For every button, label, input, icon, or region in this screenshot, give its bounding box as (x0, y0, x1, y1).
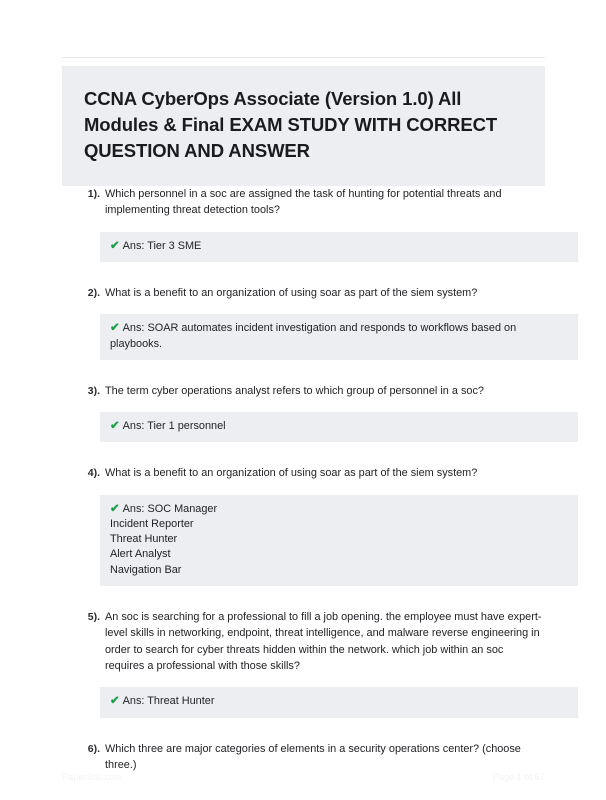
question-text: Which personnel in a soc are assigned the task of hunting for potential threats and implementing threat detection tools? (105, 188, 502, 217)
question-number: 1). (87, 188, 100, 200)
answer-box (100, 314, 578, 359)
answer-line (110, 532, 568, 547)
answer-line (110, 321, 568, 351)
question-block (0, 285, 606, 360)
question-number: 6). (87, 742, 100, 755)
answer-line (110, 502, 568, 517)
footer-watermark: PaperStic.com (62, 772, 122, 782)
check-icon: ✔ (110, 502, 120, 515)
check-icon: ✔ (110, 239, 120, 252)
page-footer (0, 772, 606, 782)
footer-page-number: Page 1 of 67 (492, 772, 545, 782)
check-icon: ✔ (110, 420, 120, 433)
question-number: 5). (87, 610, 100, 623)
answer-line (110, 547, 568, 562)
answer-line (110, 239, 568, 254)
answer-box (100, 687, 578, 717)
answer-line-text: Alert Analyst (110, 548, 171, 561)
question-list (0, 186, 606, 797)
page-title: CCNA CyberOps Associate (Version 1.0) All Modules & Final EXAM STUDY WITH CORRECT QUESTION AND ANSWER (62, 66, 545, 186)
answer-line-text: Ans: Threat Hunter (122, 695, 215, 708)
question-block (0, 465, 606, 585)
question-number: 3). (87, 384, 100, 397)
question-number: 4). (87, 467, 100, 480)
question-block (0, 609, 606, 718)
answer-box (100, 232, 578, 262)
answer-box (100, 495, 578, 586)
question-text: The term cyber operations analyst refers to which group of personnel in a soc? (105, 384, 484, 397)
answer-line-text: Ans: Tier 3 SME (122, 239, 202, 252)
question-block (0, 741, 606, 774)
question-text: What is a benefit to an organization of using soar as part of the siem system? (105, 467, 478, 480)
question-block (0, 383, 606, 443)
answer-line (110, 563, 568, 578)
check-icon: ✔ (110, 695, 120, 708)
answer-line (110, 419, 568, 434)
question-block (0, 186, 606, 262)
answer-line-text: Threat Hunter (110, 533, 178, 546)
answer-line-text: Navigation Bar (110, 563, 182, 576)
question-number: 2). (87, 287, 100, 300)
answer-line-text: Incident Reporter (110, 518, 194, 531)
question-text: What is a benefit to an organization of using soar as part of the siem system? (105, 287, 478, 300)
answer-line (110, 517, 568, 532)
answer-box (100, 412, 578, 442)
top-divider (62, 57, 545, 58)
question-text: An soc is searching for a professional to fill a job opening. the employee must have expert-level skills in networking, endpoint, threat intelligence, and malware reverse engineering in order to search for cyber threats hidden within the network. which job within an soc requires a professional with those skills? (105, 610, 542, 673)
answer-line-text: Ans: SOC Manager (122, 502, 218, 515)
answer-line (110, 694, 568, 709)
question-text: Which three are major categories of elements in a security operations center? (choose three.) (105, 742, 521, 772)
answer-line-text: Ans: Tier 1 personnel (122, 420, 226, 433)
check-icon: ✔ (110, 322, 120, 335)
answer-line-text: Ans: SOAR automates incident investigation and responds to workflows based on playbooks. (110, 322, 520, 350)
